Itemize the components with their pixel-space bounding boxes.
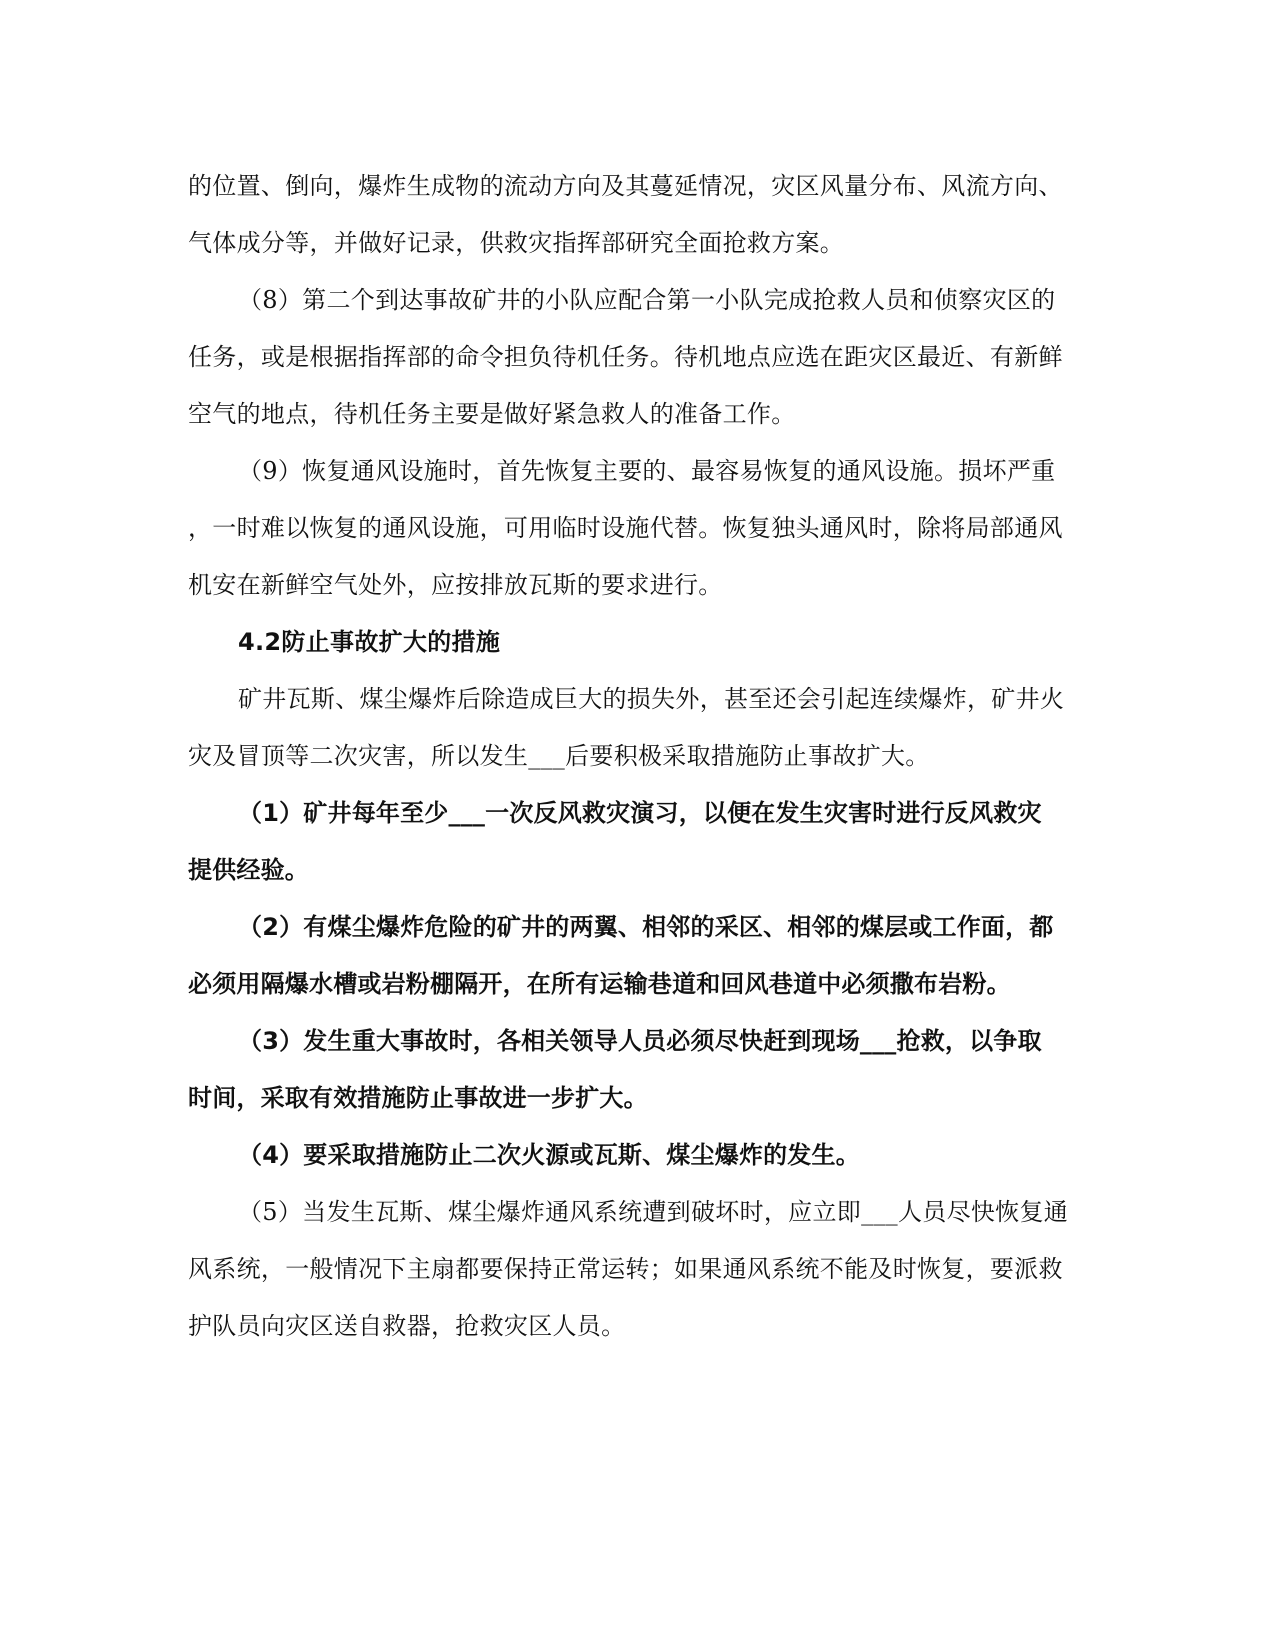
section-heading: 4.2防止事故扩大的措施 — [238, 628, 501, 656]
intro-line-1: 矿井瓦斯、煤尘爆炸后除造成巨大的损失外，甚至还会引起连续爆炸，矿井火 — [238, 685, 1065, 713]
item-2-line-1: （2）有煤尘爆炸危险的矿井的两翼、相邻的采区、相邻的煤层或工作面，都 — [238, 913, 1054, 941]
text-line-1: 的位置、倒向，爆炸生成物的流动方向及其蔓延情况，灾区风量分布、风流方向、 — [188, 172, 1063, 200]
intro-line-2: 灾及冒顶等二次灾害，所以发生___后要积极采取措施防止事故扩大。 — [188, 742, 930, 770]
paragraph-9-line-1: （9）恢复通风设施时，首先恢复主要的、最容易恢复的通风设施。损坏严重 — [238, 457, 1056, 485]
text-line-2: 气体成分等，并做好记录，供救灾指挥部研究全面抢救方案。 — [188, 229, 845, 257]
item-3-line-2: 时间，采取有效措施防止事故进一步扩大。 — [188, 1084, 648, 1112]
item-1-line-2: 提供经验。 — [188, 856, 309, 884]
item-5-line-3: 护队员向灾区送自救器，抢救灾区人员。 — [188, 1312, 626, 1340]
paragraph-8-line-1: （8）第二个到达事故矿井的小队应配合第一小队完成抢救人员和侦察灾区的 — [238, 286, 1056, 314]
paragraph-9-line-3: 机安在新鲜空气处外，应按排放瓦斯的要求进行。 — [188, 571, 723, 599]
paragraph-8-line-2: 任务，或是根据指挥部的命令担负待机任务。待机地点应选在距灾区最近、有新鲜 — [188, 343, 1063, 371]
item-4-line-1: （4）要采取措施防止二次火源或瓦斯、煤尘爆炸的发生。 — [238, 1141, 860, 1169]
paragraph-9-line-2: ，一时难以恢复的通风设施，可用临时设施代替。恢复独头通风时，除将局部通风 — [188, 514, 1063, 542]
item-1-line-1: （1）矿井每年至少___一次反风救灾演习，以便在发生灾害时进行反风救灾 — [238, 799, 1042, 827]
item-2-line-2: 必须用隔爆水槽或岩粉棚隔开，在所有运输巷道和回风巷道中必须撒布岩粉。 — [188, 970, 1011, 998]
item-3-line-1: （3）发生重大事故时，各相关领导人员必须尽快赶到现场___抢救，以争取 — [238, 1027, 1042, 1055]
item-5-line-1: （5）当发生瓦斯、煤尘爆炸通风系统遭到破坏时，应立即___人员尽快恢复通 — [238, 1198, 1069, 1226]
paragraph-8-line-3: 空气的地点，待机任务主要是做好紧急救人的准备工作。 — [188, 400, 796, 428]
item-5-line-2: 风系统，一般情况下主扇都要保持正常运转；如果通风系统不能及时恢复，要派救 — [188, 1255, 1063, 1283]
